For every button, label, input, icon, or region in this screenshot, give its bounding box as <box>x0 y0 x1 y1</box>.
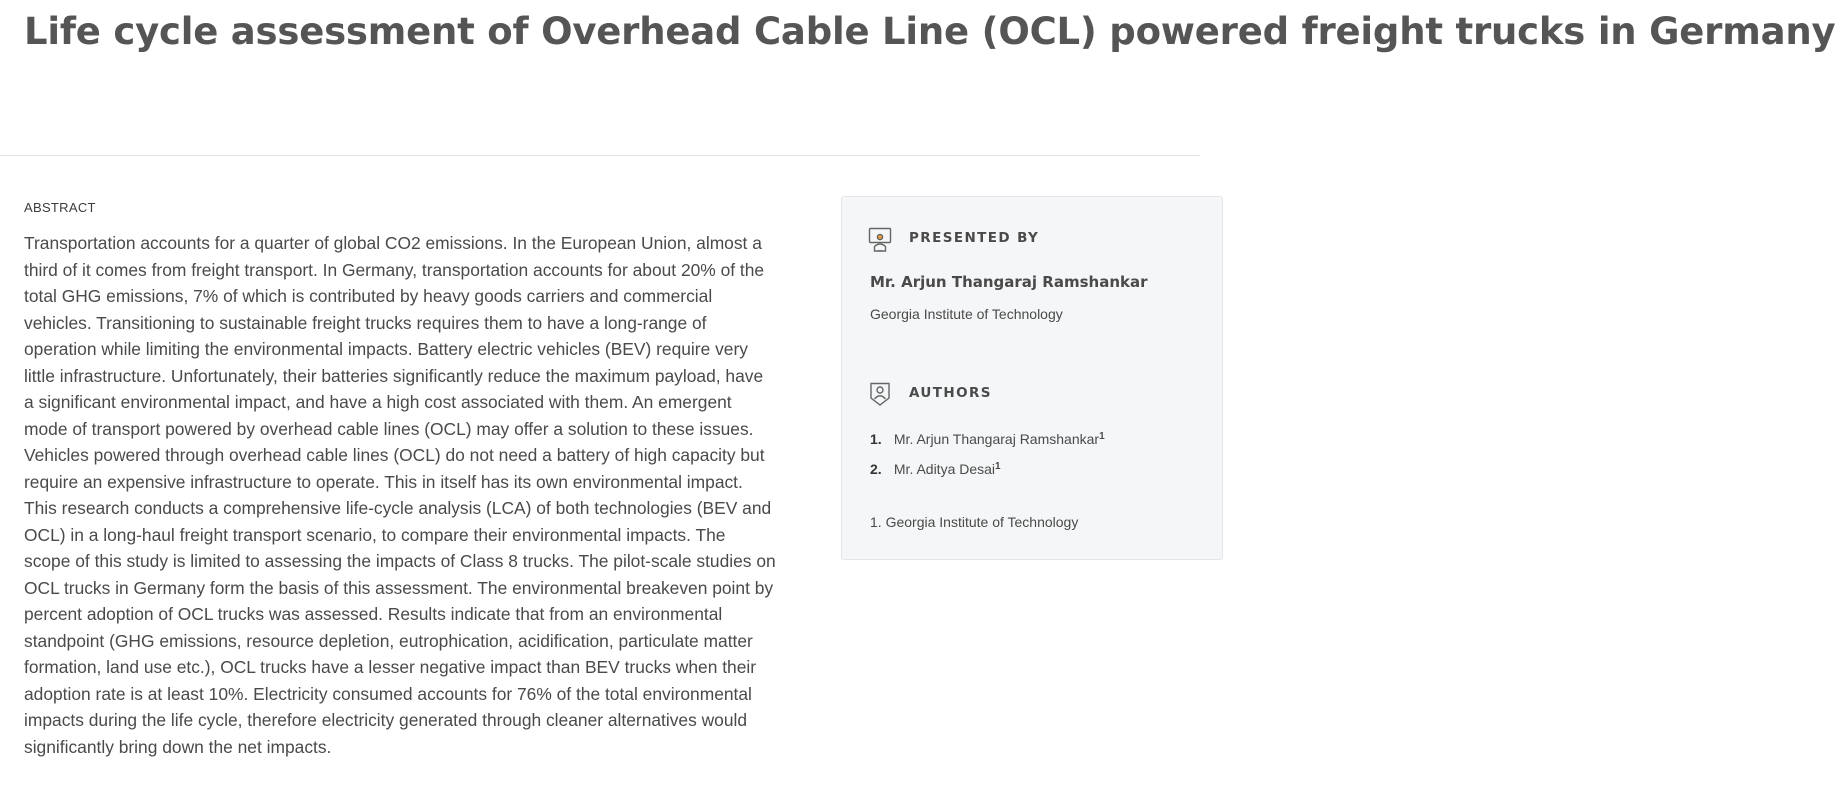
authors-label: AUTHORS <box>909 385 992 401</box>
author-list <box>870 431 1105 491</box>
affiliation-item <box>870 514 1078 530</box>
affiliation-superscript: 1 <box>995 461 1001 472</box>
author-number: 1. <box>870 431 882 447</box>
abstract-text: Transportation accounts for a quarter of global CO2 emissions. In the European Union, almost a third of it comes from freight transport. In Germany, transportation accounts for about 20% of the total GHG emissions, 7% of which is contributed by heavy goods carriers and commercial vehicles. Transitioning to sustainable freight trucks requires them to have a long-range of operation while limiting the environmental impacts. Battery electric vehicles (BEV) require very little infrastructure. Unfortunately, their batteries significantly reduce the maximum payload, have a significant environmental impact, and have a high cost associated with them. An emergent mode of transport powered by overhead cable lines (OCL) may offer a solution to these issues. Vehicles powered through overhead cable lines (OCL) do not need a battery of high capacity but require an expensive infrastructure to operate. This in itself has its own environmental impact. This research conducts a comprehensive life-cycle analysis (LCA) of both technologies (BEV and OCL) in a long-haul freight transport scenario, to compare their environmental impacts. The scope of this study is limited to assessing the impacts of Class 8 trucks. The pilot-scale studies on OCL trucks in Germany form the basis of this assessment. The environmental breakeven point by percent adoption of OCL trucks was assessed. Results indicate that from an environmental standpoint (GHG emissions, resource depletion, eutrophication, acidification, particulate matter formation, land use etc.), OCL trucks have a lesser negative impact than BEV trucks when their adoption rate is at least 10%. Electricity consumed accounts for 76% of the total environmental impacts during the life cycle, therefore electricity generated through cleaner alternatives would significantly bring down the net impacts. <box>24 233 776 757</box>
presented-by-label: PRESENTED BY <box>909 230 1040 246</box>
author-name[interactable]: Mr. Arjun Thangaraj Ramshankar$^1$ <box>893 431 1105 447</box>
affiliation-superscript: 1 <box>1099 431 1105 442</box>
presentation-info-card <box>841 196 1223 560</box>
author-item <box>870 461 1105 491</box>
paper-title <box>24 4 1835 59</box>
author-item <box>870 431 1105 461</box>
affiliation-number: 1. <box>870 514 882 530</box>
title-divider <box>0 155 1200 156</box>
presenter-icon <box>868 227 892 253</box>
author-icon <box>868 381 892 407</box>
presenter-name: Mr. Arjun Thangaraj Ramshankar <box>870 273 1148 291</box>
affiliation-name: Georgia Institute of Technology <box>885 514 1079 530</box>
author-name[interactable]: Mr. Aditya Desai$^1$ <box>893 461 1001 477</box>
presenter-institution: Georgia Institute of Technology <box>870 306 1063 322</box>
author-number: 2. <box>870 461 882 477</box>
abstract-heading: ABSTRACT <box>24 200 96 215</box>
paper-title-text: Life cycle assessment of Overhead Cable Line (OCL) powered freight trucks in Germany <box>24 10 1835 53</box>
